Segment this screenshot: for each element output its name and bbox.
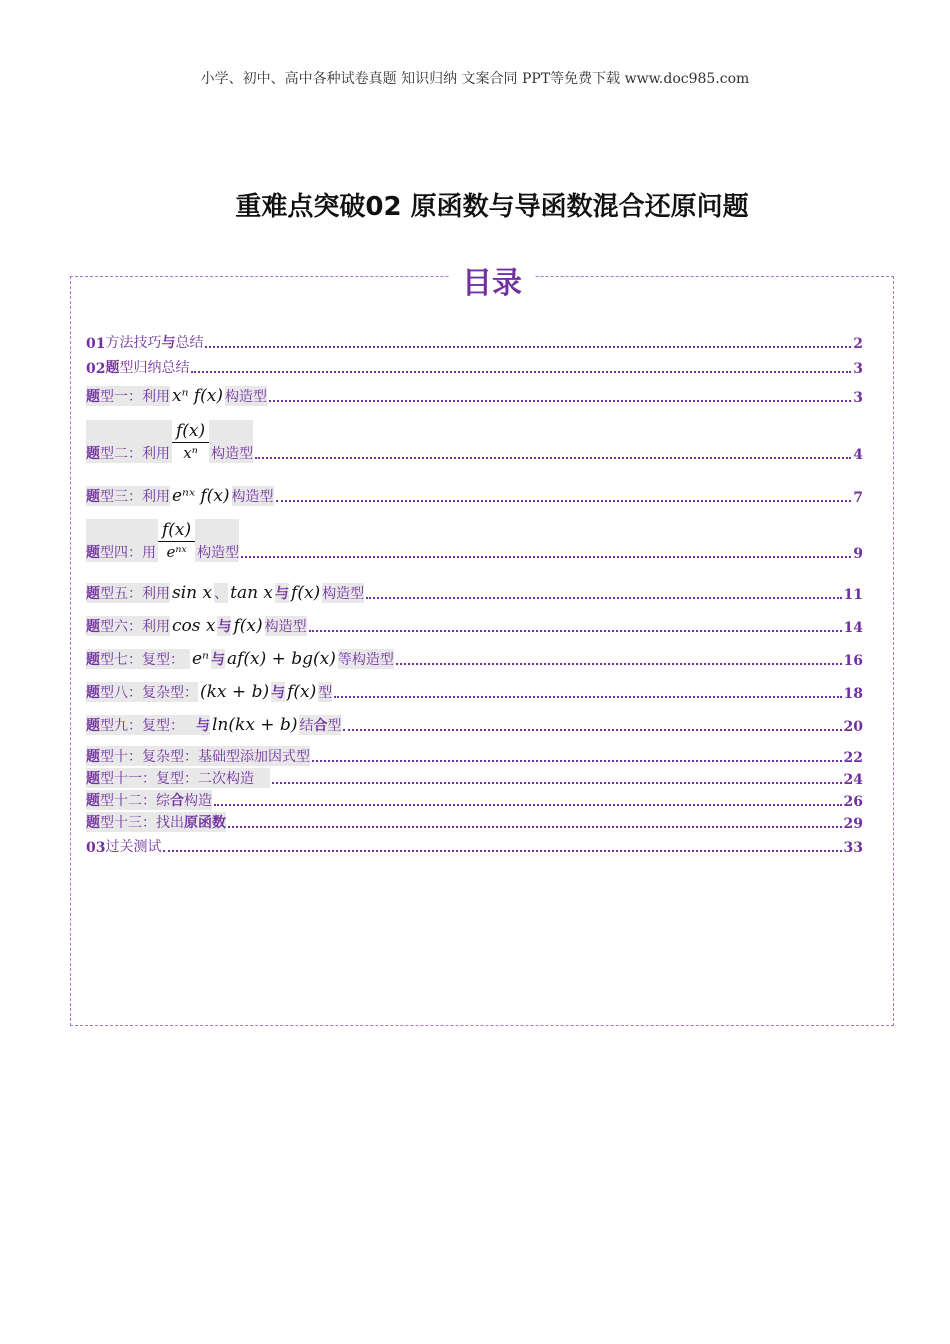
page-number: 7 (853, 490, 863, 506)
toc-entry-type-12[interactable]: 题 型十二：综 合 构造 26 (86, 790, 863, 810)
formula: ln(kx + b) (212, 715, 298, 735)
page-number: 3 (853, 390, 863, 406)
page-number: 4 (853, 447, 863, 463)
toc-entry-type-5[interactable]: 题 型五：利用 sin x 、 tan x 与 f(x) 构造型 11 (86, 583, 863, 603)
toc-entry-type-3[interactable]: 题 型三：利用 eⁿˣ f(x) 构造型 7 (86, 486, 863, 506)
formula: xⁿ f(x) (172, 386, 224, 406)
page-number: 20 (843, 719, 863, 735)
formula: sin x (172, 583, 213, 603)
page-number: 14 (843, 620, 863, 636)
formula: af(x) + bg(x) (226, 649, 336, 669)
formula: cos x (172, 616, 216, 636)
toc-entry-01[interactable]: 01 方法技巧 与 总结 2 (86, 335, 863, 352)
toc-entry-type-11[interactable]: 题 型十一：复型：二次构造 24 (86, 768, 863, 788)
toc-entry-02[interactable]: 02 题 型归纳总结 3 (86, 360, 863, 377)
page-header: 小学、初中、高中各种试卷真题 知识归纳 文案合同 PPT等免费下载 www.doc985.com (200, 71, 750, 87)
page-number: 9 (853, 546, 863, 562)
formula: eⁿˣ f(x) (172, 486, 230, 506)
formula: f(x) (233, 616, 263, 636)
formula: f(x) (287, 682, 317, 702)
toc-entry-type-13[interactable]: 题 型十三：找出 原函数 29 (86, 812, 863, 832)
page-number: 24 (843, 772, 863, 788)
page-number: 33 (843, 840, 863, 856)
toc-entry-type-7[interactable]: 题 型七：复型： eⁿ 与 af(x) + bg(x) 等构造型 16 (86, 649, 863, 669)
page-number: 22 (843, 750, 863, 766)
formula: (kx + b) (200, 682, 270, 702)
formula: tan x (230, 583, 274, 603)
page-number: 3 (853, 361, 863, 377)
toc-entry-type-1[interactable]: 题 型一：利用 xⁿ f(x) 构造型 3 (86, 386, 863, 406)
fraction-formula: $\frac{f(x)}{\text{xⁿ}}$ (172, 420, 209, 463)
page-number: 16 (843, 653, 863, 669)
toc-entry-type-4[interactable]: 题 型四：用 $\frac{f(x)}{\text{eⁿˣ}}$ 构造型 9 (86, 520, 863, 562)
toc-heading: 目录 (0, 258, 950, 302)
formula: f(x) (291, 583, 321, 603)
fraction-formula: $\frac{f(x)}{\text{eⁿˣ}}$ (158, 519, 195, 562)
page-number: 11 (843, 587, 863, 603)
page-number: 29 (843, 816, 863, 832)
document-title: 重难点突破02 原函数与导函数混合还原问题 (235, 192, 749, 222)
page-number: 18 (843, 686, 863, 702)
toc-entry-type-9[interactable]: 题 型九：复型： 与 ln(kx + b) 结 合 型 20 (86, 715, 863, 735)
formula: eⁿ (192, 649, 209, 669)
toc-entry-type-2[interactable]: 题 型二：利用 $\frac{f(x)}{\text{xⁿ}}$ 构造型 4 (86, 421, 863, 463)
toc-entry-type-8[interactable]: 题 型八：复杂型： (kx + b) 与 f(x) 型 18 (86, 682, 863, 702)
toc-entry-03[interactable]: 03 过关测试 33 (86, 839, 863, 856)
page-number: 26 (843, 794, 863, 810)
toc-entry-type-6[interactable]: 题 型六：利用 cos x 与 f(x) 构造型 14 (86, 616, 863, 636)
toc-entry-type-10[interactable]: 题 型十：复杂型：基础型添加因式型 22 (86, 746, 863, 766)
page-number: 2 (853, 336, 863, 352)
